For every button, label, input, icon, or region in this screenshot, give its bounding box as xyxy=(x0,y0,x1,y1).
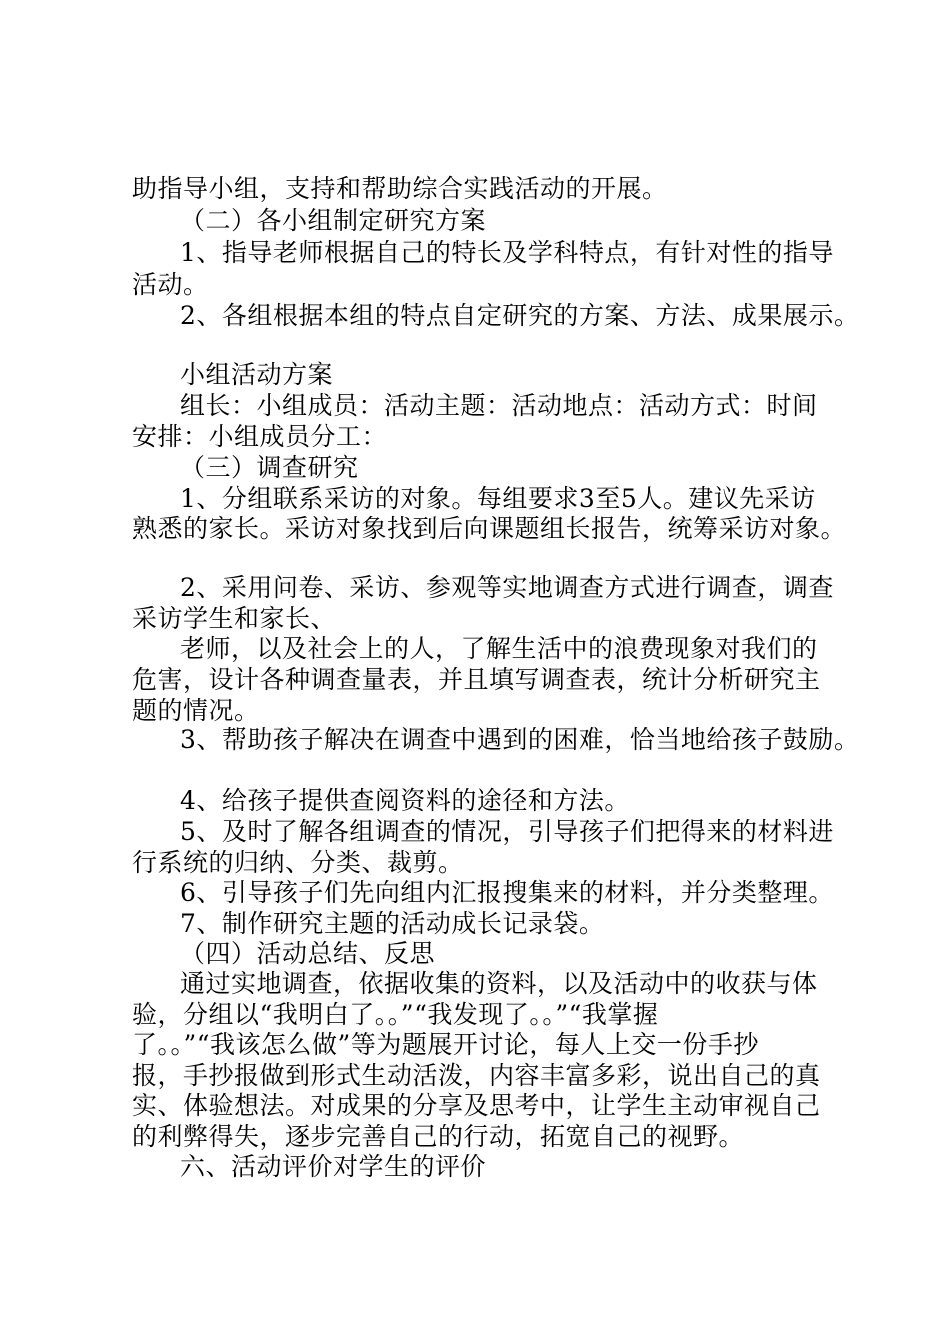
text-line: 行系统的归纳、分类、裁剪。 xyxy=(132,848,464,877)
text-line: 活动。 xyxy=(132,270,209,299)
section-heading: 六、活动评价对学生的评价 xyxy=(180,1152,487,1181)
text-line: 通过实地调查，依据收集的资料，以及活动中的收获与体 xyxy=(180,969,818,998)
text-line: 报，手抄报做到形式生动活泼，内容丰富多彩，说出自己的真 xyxy=(132,1061,821,1090)
text-line: 实、体验想法。对成果的分享及思考中，让学生主动审视自己 xyxy=(132,1091,821,1120)
text-line: 了。。”“我该怎么做”等为题展开讨论，每人上交一份手抄 xyxy=(132,1030,759,1059)
text-line: 老师，以及社会上的人，了解生活中的浪费现象对我们的 xyxy=(180,634,818,663)
text-line: 2、各组根据本组的特点自定研究的方案、方法、成果展示。 xyxy=(180,301,860,330)
text-line: 1、分组联系采访的对象。每组要求3至5人。建议先采访 xyxy=(180,484,816,513)
text-line: 的利弊得失，逐步完善自己的行动，拓宽自己的视野。 xyxy=(132,1122,745,1151)
text-line: 安排：小组成员分工： xyxy=(132,422,388,451)
text-line: 题的情况。 xyxy=(132,696,260,725)
text-line: 熟悉的家长。采访对象找到后向课题组长报告，统筹采访对象。 xyxy=(132,514,847,543)
text-line: 1、指导老师根据自己的特长及学科特点，有针对性的指导 xyxy=(180,238,834,267)
text-line: 5、及时了解各组调查的情况，引导孩子们把得来的材料进 xyxy=(180,817,834,846)
section-heading: （三）调查研究 xyxy=(180,453,359,482)
section-heading: （二）各小组制定研究方案 xyxy=(180,206,487,235)
subheading: 小组活动方案 xyxy=(180,360,334,389)
text-line: 危害，设计各种调查量表，并且填写调查表，统计分析研究主 xyxy=(132,665,821,694)
text-line: 采访学生和家长、 xyxy=(132,604,337,633)
text-line: 组长：小组成员：活动主题：活动地点：活动方式：时间 xyxy=(180,391,818,420)
text-line: 验，分组以“我明白了。。”“我发现了。。”“我掌握 xyxy=(132,1000,659,1029)
text-line: 7、制作研究主题的活动成长记录袋。 xyxy=(180,909,605,938)
text-line: 3、帮助孩子解决在调查中遇到的困难，恰当地给孩子鼓励。 xyxy=(180,725,860,754)
section-heading: （四）活动总结、反思 xyxy=(180,939,436,968)
text-line: 4、给孩子提供查阅资料的途径和方法。 xyxy=(180,786,630,815)
text-line: 6、引导孩子们先向组内汇报搜集来的材料，并分类整理。 xyxy=(180,878,834,907)
text-line: 助指导小组，支持和帮助综合实践活动的开展。 xyxy=(132,174,668,203)
text-line: 2、采用问卷、采访、参观等实地调查方式进行调查，调查 xyxy=(180,573,834,602)
